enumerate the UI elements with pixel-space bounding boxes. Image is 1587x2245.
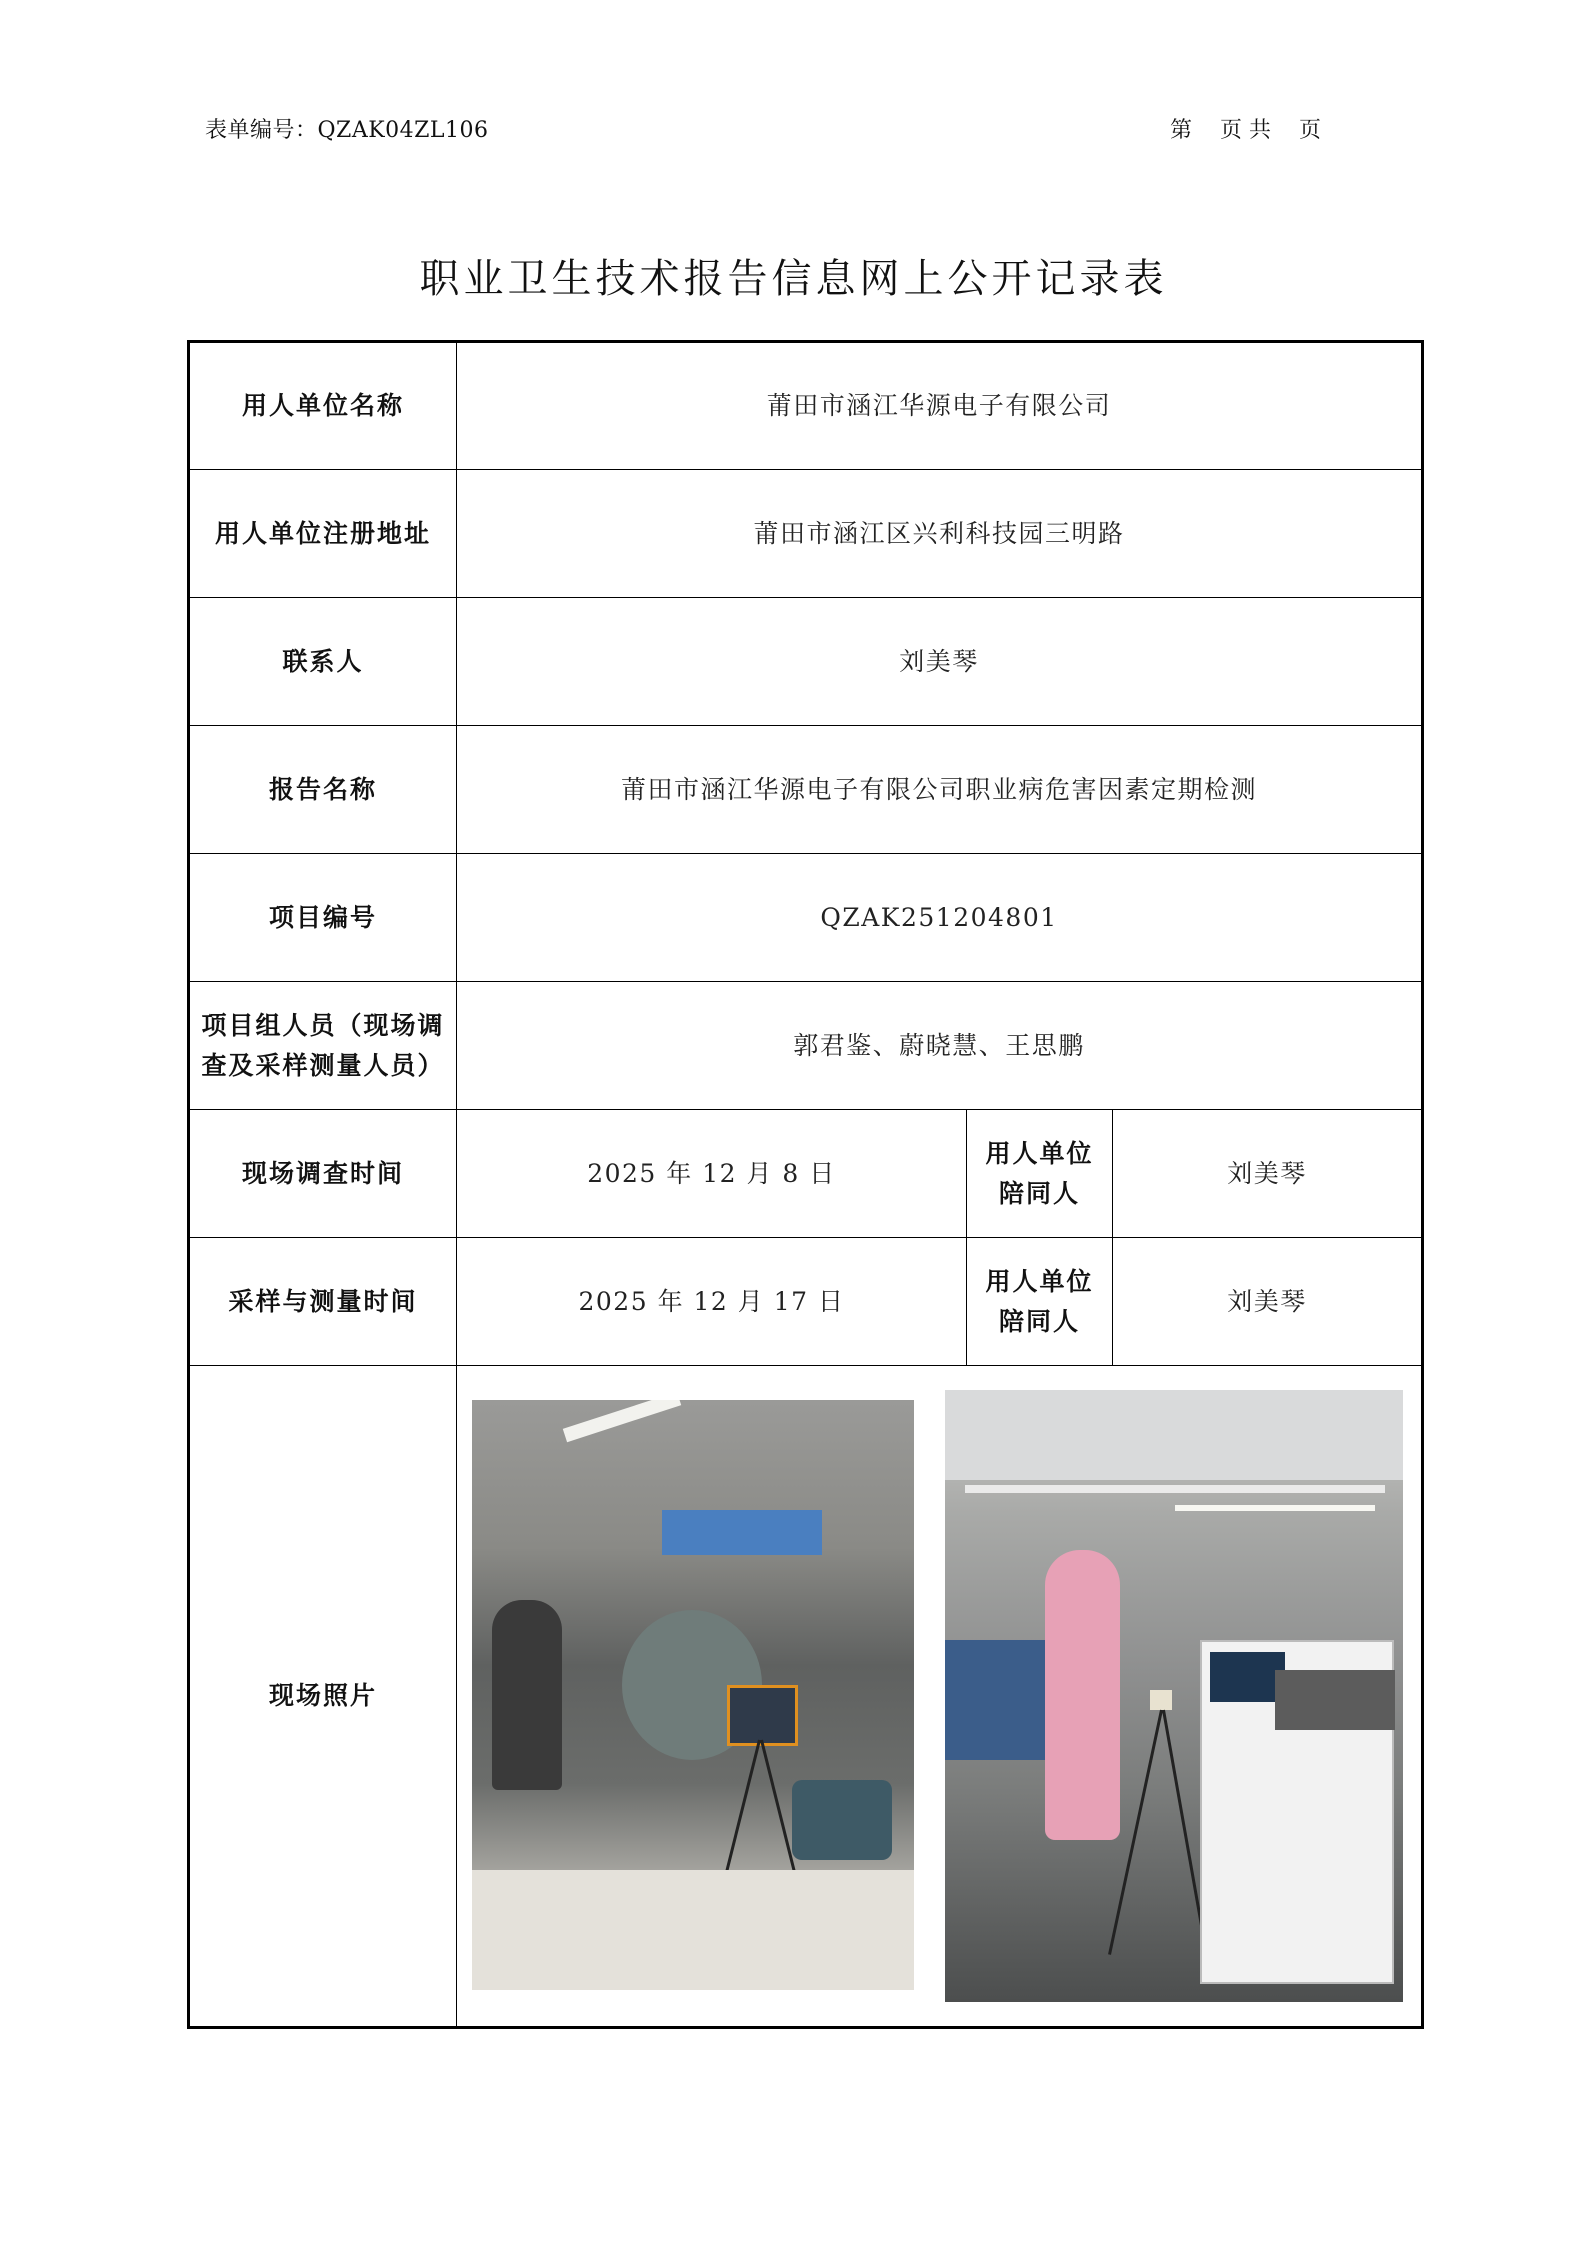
employer-address-value: 莆田市涵江区兴利科技园三明路 xyxy=(457,470,1423,598)
survey-time-label: 现场调查时间 xyxy=(189,1110,457,1238)
sampling-companion-value: 刘美琴 xyxy=(1113,1238,1423,1366)
report-name-label: 报告名称 xyxy=(189,726,457,854)
sampling-time-value: 2025 年 12 月 17 日 xyxy=(457,1238,967,1366)
shelf xyxy=(965,1485,1385,1493)
employer-address-label: 用人单位注册地址 xyxy=(189,470,457,598)
blue-crates xyxy=(662,1510,822,1555)
machine-control-panel xyxy=(1210,1652,1285,1702)
site-photos-cell xyxy=(457,1366,1423,2028)
contact-value: 刘美琴 xyxy=(457,598,1423,726)
page-info: 第 页 共 页 xyxy=(1170,118,1321,143)
fluorescent-lamp xyxy=(1175,1505,1375,1511)
site-photo-workshop-machinery xyxy=(472,1400,914,1990)
contact-label: 联系人 xyxy=(189,598,457,726)
site-photo-operator-machine xyxy=(945,1390,1403,2002)
row-report-name xyxy=(189,726,1423,854)
row-sampling-time xyxy=(189,1238,1423,1366)
machine-rollers xyxy=(1275,1670,1395,1730)
record-table xyxy=(187,340,1424,2029)
survey-time-value: 2025 年 12 月 8 日 xyxy=(457,1110,967,1238)
ceiling-light xyxy=(563,1400,681,1442)
sampling-device xyxy=(727,1685,798,1746)
row-project-members xyxy=(189,982,1423,1110)
row-contact xyxy=(189,598,1423,726)
employer-name-label: 用人单位名称 xyxy=(189,342,457,470)
survey-companion-value: 刘美琴 xyxy=(1113,1110,1423,1238)
employer-name-value: 莆田市涵江华源电子有限公司 xyxy=(457,342,1423,470)
worker-figure xyxy=(492,1600,562,1790)
project-members-label: 项目组人员（现场调查及采样测量人员） xyxy=(189,982,457,1110)
row-project-number xyxy=(189,854,1423,982)
operator-figure xyxy=(1045,1550,1120,1840)
sampling-companion-label: 用人单位陪同人 xyxy=(967,1238,1113,1366)
project-number-label: 项目编号 xyxy=(189,854,457,982)
document-title: 职业卫生技术报告信息网上公开记录表 xyxy=(419,256,1168,302)
site-photos-label: 现场照片 xyxy=(189,1366,457,2028)
project-members-value: 郭君鉴、蔚晓慧、王思鹏 xyxy=(457,982,1423,1110)
site-photos-container xyxy=(457,1366,1421,2026)
survey-companion-label: 用人单位陪同人 xyxy=(967,1110,1113,1238)
sampling-head xyxy=(1150,1690,1172,1710)
form-number: 表单编号：QZAK04ZL106 xyxy=(205,118,489,143)
powder-bags xyxy=(472,1870,914,1990)
project-number-value: QZAK251204801 xyxy=(457,854,1423,982)
row-survey-time xyxy=(189,1110,1423,1238)
sampling-time-label: 采样与测量时间 xyxy=(189,1238,457,1366)
row-site-photos xyxy=(189,1366,1423,2028)
ceiling xyxy=(945,1390,1403,1480)
row-employer-name xyxy=(189,342,1423,470)
report-name-value: 莆田市涵江华源电子有限公司职业病危害因素定期检测 xyxy=(457,726,1423,854)
row-employer-address xyxy=(189,470,1423,598)
motor xyxy=(792,1780,892,1860)
